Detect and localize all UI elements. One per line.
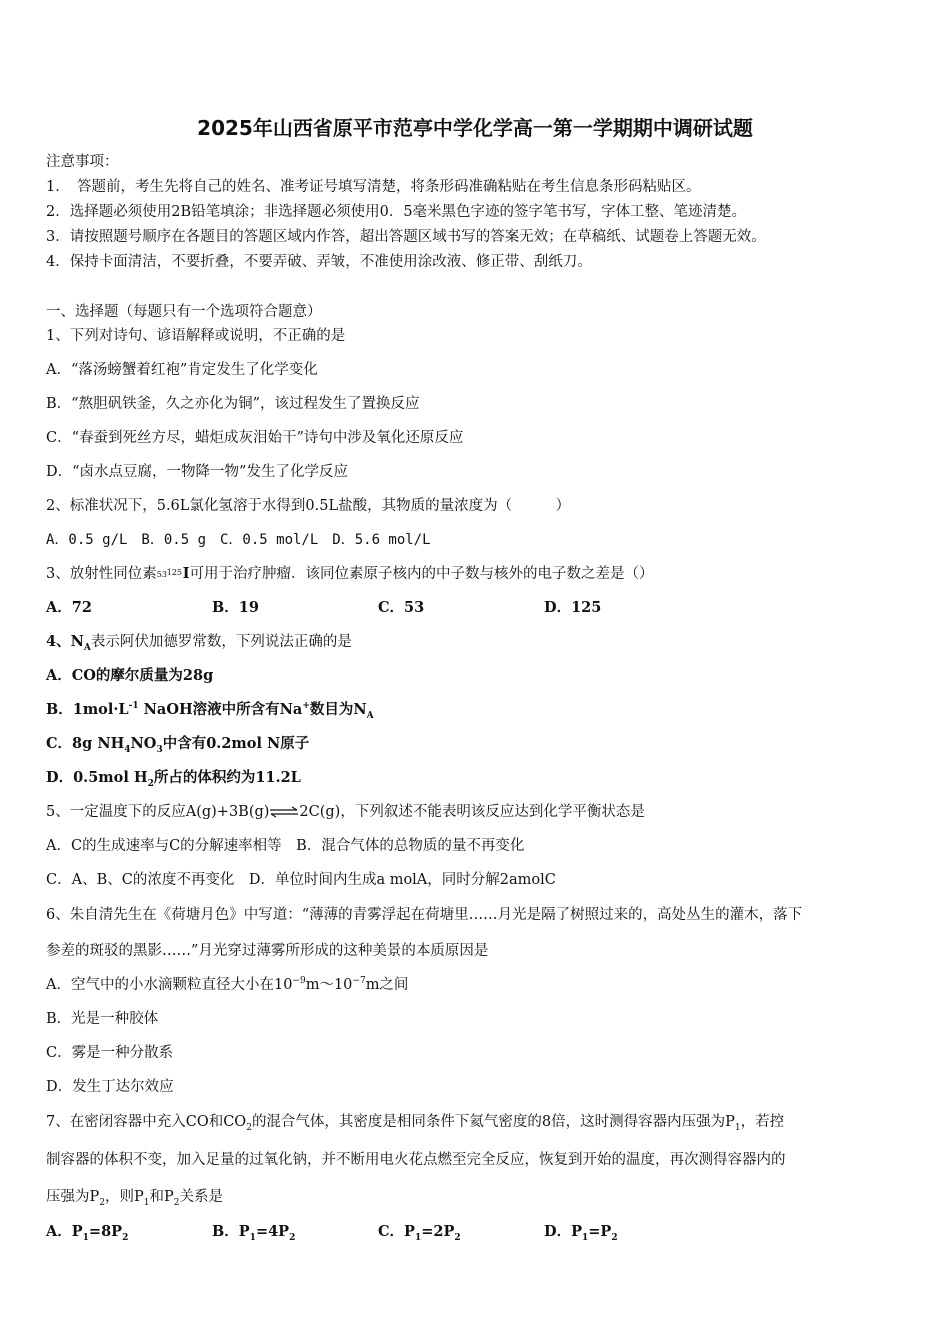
q4-stem [46,632,352,652]
q6-option-c: C．雾是一种分散系 [46,1045,174,1061]
q4-c-2: NO [130,735,157,752]
q7-d-s2: 2 [611,1232,618,1243]
isotope-a: 125 [166,568,183,577]
q5-stem-pre: 5、一定温度下的反应A(g)+3B(g) [46,804,270,820]
q5-stem-post: 2C(g)，下列叙述不能表明该反应达到化学平衡状态是 [299,804,645,820]
q7-c-s2: 2 [454,1232,461,1243]
q6-stem-line-2: 参差的斑驳的黑影……”月光穿过薄雾所形成的这种美景的本质原因是 [46,943,489,959]
q3-stem-post: 可用于治疗肿瘤．该同位素原子核内的中子数与核外的电子数之差是（） [189,566,654,582]
q7-c-s1: 1 [414,1232,422,1243]
q7-a-2: =8P [88,1223,123,1240]
q7-d-2: =P [588,1223,612,1240]
q7-a-s2: 2 [122,1232,129,1243]
q4-c-1: C．8g NH [46,735,125,752]
q7-l1-sub: 2 [246,1122,252,1133]
q4-b-1: B．1mol·L [46,701,129,718]
q7-l1-sub2: 1 [734,1122,741,1133]
q4-b-sup: -1 [128,701,139,712]
equilibrium-arrow-icon [269,806,299,818]
q6-option-a [46,975,408,995]
q6-a-sup1: −9 [292,976,306,987]
q7-a-1: A．P [46,1223,83,1240]
q2-stem: 2、标准状况下，5.6L氯化氢溶于水得到0.5L盐酸，其物质的量浓度为（ ） [46,498,571,514]
q4-option-a: A．CO的摩尔质量为28g [46,667,214,684]
q7-l3-sub1: 2 [99,1197,105,1208]
q7-l1-2: 的混合气体，其密度是相同条件下氦气密度的8倍，这时测得容器内压强为P [251,1114,735,1130]
q7-l3-1: 压强为P [46,1189,100,1205]
q4-stem-post: 表示阿伏加德罗常数，下列说法正确的是 [90,634,352,650]
q1-option-d: D．“卤水点豆腐，一物降一物”发生了化学反应 [46,464,348,480]
q6-option-d: D．发生丁达尔效应 [46,1079,174,1095]
q7-d-1: D．P [544,1223,582,1240]
q3-option-b: B．19 [212,599,259,616]
q1-option-b: B．“熬胆矾铁釜，久之亦化为铜”，该过程发生了置换反应 [46,396,420,412]
q7-stem-line-2: 制容器的体积不变，加入足量的过氧化钠，并不断用电火花点燃至完全反应，恢复到开始的温度，再次测得容器内的 [46,1152,786,1168]
q3-option-d: D．125 [544,599,602,616]
q7-option-a [46,1222,212,1242]
q4-option-d [46,768,301,788]
q7-l3-3: 和P [149,1189,174,1205]
q4-b-sup2: + [302,701,310,712]
q7-l3-sub3: 2 [173,1197,180,1208]
notice-item-1: 1． 答题前，考生先将自己的姓名、准考证号填写清楚，将条形码准确粘贴在考生信息条形码粘贴区。 [46,179,701,195]
q4-c-sub2: 3 [156,744,163,755]
q7-l3-sub2: 1 [143,1197,150,1208]
q4-option-c [46,734,309,754]
q4-d-sub: 2 [147,778,154,789]
q7-b-s1: 1 [249,1232,256,1243]
q1-option-c: C．“春蚕到死丝方尽，蜡炬成灰泪始干”诗句中涉及氧化还原反应 [46,430,464,446]
notice-heading: 注意事项： [46,154,119,170]
q7-l3-2: ，则P [105,1189,144,1205]
q4-b-2: NaOH溶液中所含有Na [138,701,303,718]
q7-b-s2: 2 [289,1232,296,1243]
q7-c-2: =2P [421,1223,455,1240]
q4-option-b [46,700,374,720]
q6-option-b: B．光是一种胶体 [46,1011,159,1027]
section-heading: 一、选择题（每题只有一个选项符合题意） [46,304,322,320]
q7-b-2: =4P [255,1223,290,1240]
q5-options-ab: A．C的生成速率与C的分解速率相等 B．混合气体的总物质的量不再变化 [46,838,525,854]
q5-options-cd: C．A、B、C的浓度不再变化 D．单位时间内生成a molA，同时分解2amolC [46,872,556,888]
q3-option-a: A．72 [46,599,92,616]
q6-a-sup2: −7 [352,976,366,987]
q6-a-2: m～10 [305,977,353,993]
notice-item-2: 2．选择题必须使用2B铅笔填涂；非选择题必须使用0．5毫米黑色字迹的签字笔书写，字体工整、笔迹清楚。 [46,204,747,220]
q5-stem [46,802,645,822]
q4-stem-pre: 4、N [46,633,84,650]
q4-d-2: 所占的体积约为11.2L [153,769,301,786]
q4-d-1: D．0.5mol H [46,769,148,786]
q7-l1-1: 7、在密闭容器中充入CO和CO [46,1114,247,1130]
q3-stem-pre: 3、放射性同位素 [46,566,157,582]
q7-c-1: C．P [378,1223,415,1240]
q3-option-c: C．53 [378,599,425,616]
q3-stem [46,564,654,584]
q7-a-s1: 1 [82,1232,89,1243]
isotope-element: I [182,565,190,582]
q1-option-a: A．“落汤螃蟹着红袍”肯定发生了化学变化 [46,362,318,378]
q7-option-d [544,1222,618,1242]
q4-c-3: 中含有0.2mol N原子 [162,735,310,752]
q7-d-s1: 1 [581,1232,589,1243]
q7-options [46,1222,618,1242]
q6-a-1: A．空气中的小水滴颗粒直径大小在10 [46,977,293,993]
q2-options: A．0.5 g/L B．0.5 g C．0.5 mol/L D．5.6 mol/L [46,532,431,548]
q4-b-3: 数目为N [309,701,367,718]
q6-a-3: m之间 [365,977,409,993]
notice-item-4: 4．保持卡面清洁，不要折叠，不要弄破、弄皱，不准使用涂改液、修正带、刮纸刀。 [46,254,592,270]
q7-option-b [212,1222,378,1242]
q7-stem-line-3 [46,1187,223,1207]
notice-item-3: 3．请按照题号顺序在各题目的答题区域内作答，超出答题区域书写的答案无效；在草稿纸、试题卷上答题无效。 [46,229,766,245]
q7-l3-4: 关系是 [179,1189,223,1205]
q7-option-c [378,1222,544,1242]
q7-l1-3: ，若控 [740,1114,785,1130]
q4-b-sub: A [366,710,374,721]
q7-stem-line-1 [46,1112,784,1132]
q4-c-sub1: 4 [124,744,131,755]
isotope-z: 53 [156,570,167,579]
q4-stem-sub: A [83,642,91,653]
page-title: 2025年山西省原平市范亭中学化学高一第一学期期中调研试题 [197,116,753,140]
q3-options [46,598,601,618]
q6-stem-line-1: 6、朱自清先生在《荷塘月色》中写道：“薄薄的青雾浮起在荷塘里……月光是隔了树照过来的，高处丛生的灌木，落下 [46,907,803,923]
q7-b-1: B．P [212,1223,250,1240]
q1-stem: 1、下列对诗句、谚语解释或说明，不正确的是 [46,328,346,344]
isotope-notation [157,565,183,583]
